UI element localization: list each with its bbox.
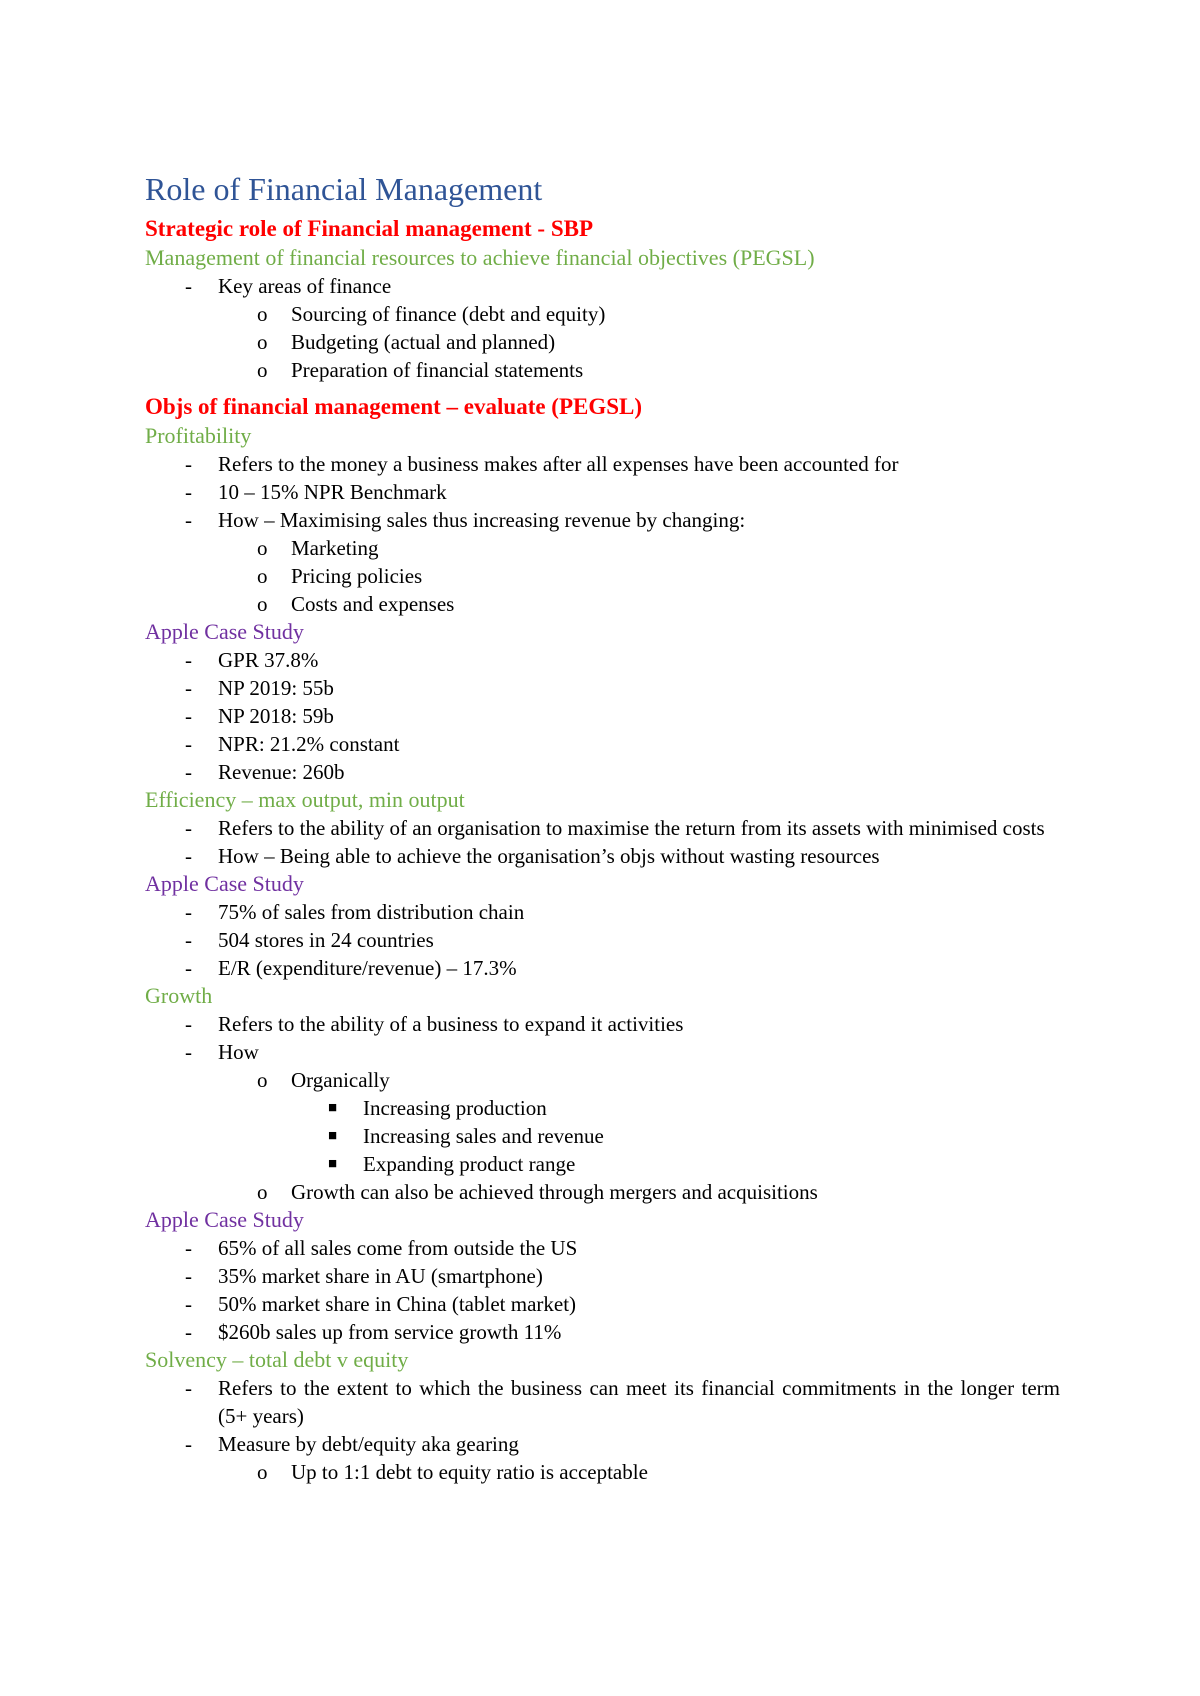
document-page	[145, 170, 1060, 1486]
circle-bullet: o	[257, 536, 268, 560]
list-item: - How – Maximising sales thus increasing revenue by changing:	[185, 508, 746, 532]
list-item: - 504 stores in 24 countries	[185, 928, 434, 952]
page-title: Role of Financial Management	[145, 171, 543, 207]
square-bullet: ■	[328, 1128, 338, 1144]
dash-bullet: -	[185, 1292, 192, 1316]
list-item: - $260b sales up from service growth 11%	[185, 1320, 562, 1344]
list-item: o Preparation of financial statements	[257, 358, 584, 382]
apple-case-study-list	[145, 898, 1060, 982]
strategic-role-subheading: Management of financial resources to achieve financial objectives (PEGSL)	[145, 245, 815, 270]
list-item: - How	[185, 1040, 259, 1064]
list-item: o Up to 1:1 debt to equity ratio is acceptable	[257, 1460, 648, 1484]
list-item: - 75% of sales from distribution chain	[185, 900, 525, 924]
dash-bullet: -	[185, 760, 192, 784]
list-item: o Sourcing of finance (debt and equity)	[257, 302, 606, 326]
list-item: o Pricing policies	[257, 564, 423, 588]
key-areas-list	[145, 272, 1060, 384]
profitability-list	[145, 450, 1060, 618]
list-item: - 65% of all sales come from outside the US	[185, 1236, 578, 1260]
list-item: - Refers to the ability of an organisation to maximise the return from its assets with minimised costs	[185, 816, 1045, 840]
dash-bullet: -	[185, 1432, 192, 1456]
circle-bullet: o	[257, 592, 268, 616]
list-item: - E/R (expenditure/revenue) – 17.3%	[185, 956, 517, 980]
dash-bullet: -	[185, 844, 192, 868]
efficiency-heading: Efficiency – max output, min output	[145, 787, 465, 812]
square-bullet: ■	[328, 1100, 338, 1116]
list-item: ■ Increasing production	[328, 1096, 547, 1120]
list-item: - Key areas of finance	[185, 274, 392, 298]
circle-bullet: o	[257, 1460, 268, 1484]
list-item: - Refers to the ability of a business to expand it activities	[185, 1012, 684, 1036]
list-item: o Organically	[257, 1068, 390, 1092]
circle-bullet: o	[257, 1180, 268, 1204]
efficiency-list	[145, 814, 1060, 870]
list-item: - NP 2019: 55b	[185, 676, 334, 700]
apple-case-study-list	[145, 646, 1060, 786]
growth-list	[145, 1010, 1060, 1206]
list-item: ■ Increasing sales and revenue	[328, 1124, 604, 1148]
dash-bullet: -	[185, 274, 192, 298]
dash-bullet: -	[185, 1236, 192, 1260]
list-item: - Revenue: 260b	[185, 760, 345, 784]
dash-bullet: -	[185, 1012, 192, 1036]
list-item: - Refers to the extent to which the business can meet its financial commitments in the longer term (5+ years)	[185, 1376, 1060, 1428]
dash-bullet: -	[185, 704, 192, 728]
objectives-heading: Objs of financial management – evaluate (PEGSL)	[145, 394, 643, 419]
circle-bullet: o	[257, 358, 268, 382]
list-item: o Budgeting (actual and planned)	[257, 330, 556, 354]
dash-bullet: -	[185, 1264, 192, 1288]
dash-bullet: -	[185, 816, 192, 840]
apple-case-study-heading: Apple Case Study	[145, 871, 304, 896]
dash-bullet: -	[185, 508, 192, 532]
list-item: - 35% market share in AU (smartphone)	[185, 1264, 543, 1288]
circle-bullet: o	[257, 330, 268, 354]
list-item: - 50% market share in China (tablet market)	[185, 1292, 577, 1316]
dash-bullet: -	[185, 900, 192, 924]
square-bullet: ■	[328, 1156, 338, 1172]
apple-case-study-heading: Apple Case Study	[145, 1207, 304, 1232]
strategic-role-heading: Strategic role of Financial management - SBP	[145, 216, 594, 241]
list-item: ■ Expanding product range	[328, 1152, 576, 1176]
dash-bullet: -	[185, 928, 192, 952]
list-item: - How – Being able to achieve the organisation’s objs without wasting resources	[185, 844, 880, 868]
circle-bullet: o	[257, 1068, 268, 1092]
dash-bullet: -	[185, 480, 192, 504]
solvency-list	[145, 1374, 1060, 1486]
dash-bullet: -	[185, 648, 192, 672]
dash-bullet: -	[185, 1320, 192, 1344]
list-item: - NP 2018: 59b	[185, 704, 334, 728]
dash-bullet: -	[185, 1376, 192, 1400]
circle-bullet: o	[257, 302, 268, 326]
growth-heading: Growth	[145, 983, 213, 1008]
solvency-heading: Solvency – total debt v equity	[145, 1347, 409, 1372]
list-item: - 10 – 15% NPR Benchmark	[185, 480, 447, 504]
list-item: - Measure by debt/equity aka gearing	[185, 1432, 519, 1456]
circle-bullet: o	[257, 564, 268, 588]
list-item: o Costs and expenses	[257, 592, 455, 616]
list-item: o Marketing	[257, 536, 379, 560]
dash-bullet: -	[185, 676, 192, 700]
profitability-heading: Profitability	[145, 423, 252, 448]
list-item: - Refers to the money a business makes after all expenses have been accounted for	[185, 452, 899, 476]
dash-bullet: -	[185, 956, 192, 980]
apple-case-study-heading: Apple Case Study	[145, 619, 304, 644]
list-item: - GPR 37.8%	[185, 648, 319, 672]
dash-bullet: -	[185, 1040, 192, 1064]
dash-bullet: -	[185, 732, 192, 756]
apple-case-study-list	[145, 1234, 1060, 1346]
list-item: - NPR: 21.2% constant	[185, 732, 400, 756]
list-item: o Growth can also be achieved through mergers and acquisitions	[257, 1180, 818, 1204]
dash-bullet: -	[185, 452, 192, 476]
